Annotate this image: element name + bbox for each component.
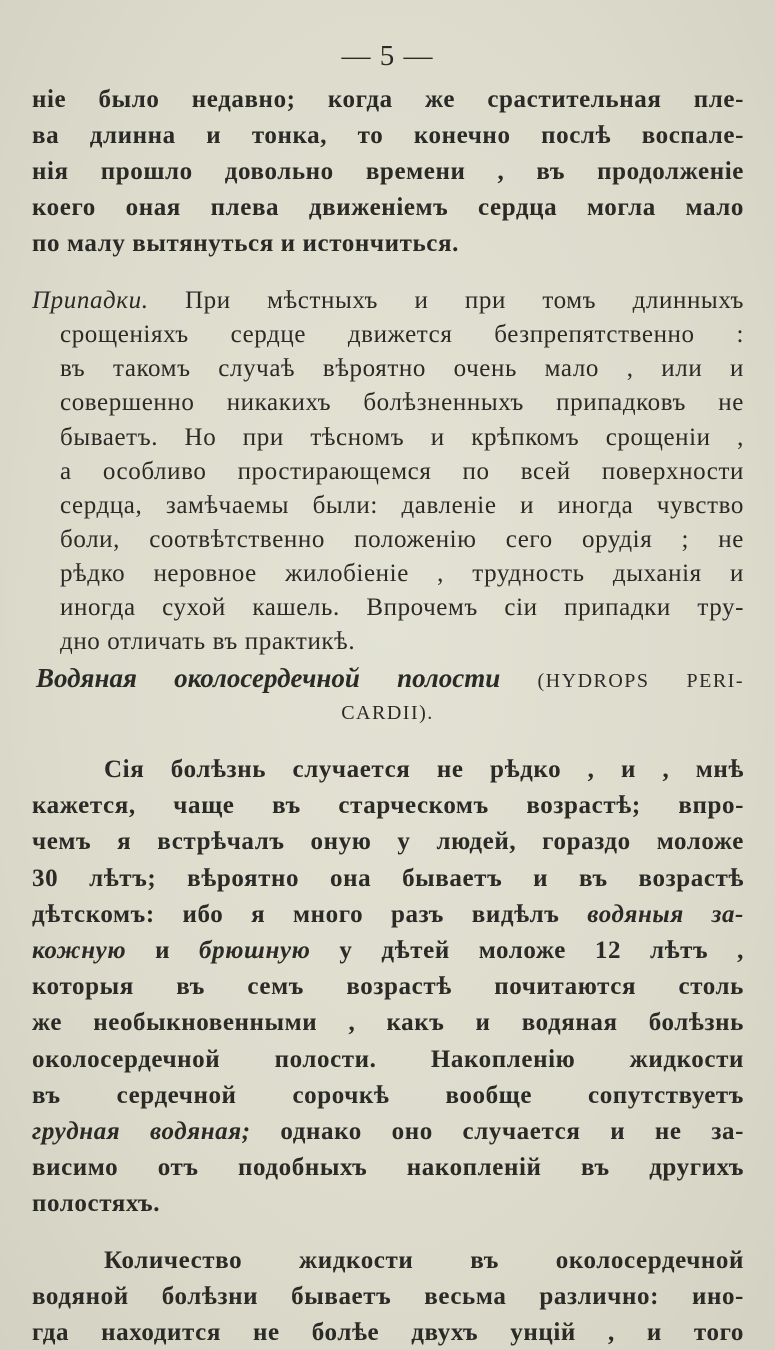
text-line: же необыкновенными , какъ и водяная болѣзнь — [32, 1009, 744, 1036]
text-line — [32, 934, 744, 968]
italic-term: кожную — [32, 937, 127, 964]
text-line: Сія болѣзнь случается не рѣдко , и , мнѣ — [104, 756, 744, 783]
text-line: а особливо простирающемся по всей поверхности — [60, 458, 744, 485]
text-line: околосердечной полости. Накопленію жидкости — [32, 1046, 744, 1073]
text-line — [32, 898, 744, 932]
text-line: въ такомъ случаѣ вѣроятно очень мало , или и — [60, 355, 744, 382]
section-heading — [36, 660, 744, 699]
text-line: ніе было недавно; когда же срастительная пле- — [32, 86, 744, 113]
text-line: ва длинна и тонка, то конечно послѣ воспале- — [32, 122, 744, 149]
section-label: Припадки. — [32, 287, 149, 314]
text-line: чемъ я встрѣчалъ оную у людей, гораздо моложе — [32, 828, 744, 855]
text-line: бываетъ. Но при тѣсномъ и крѣпкомъ срощеніи , — [60, 424, 744, 451]
text-line: гда находится не болѣе двухъ унцій , и того — [32, 1319, 744, 1346]
text-fragment: однако оно случается и не за- — [280, 1118, 744, 1145]
text-line: 30 лѣтъ; вѣроятно она бываетъ и въ возрастѣ — [32, 865, 744, 892]
page-number: — 5 — — [341, 40, 434, 72]
text-line-with-label — [32, 284, 744, 318]
text-line: нія прошло довольно времени , въ продолженіе — [32, 158, 744, 185]
italic-term: грудная водяная; — [32, 1118, 251, 1145]
section-heading-title: Водяная околосердечной полости — [36, 663, 501, 693]
italic-term: водяныя за- — [587, 901, 744, 928]
text-fragment: и — [155, 937, 171, 964]
text-line: по малу вытянуться и истончиться. — [32, 230, 459, 257]
text-line: въ сердечной сорочкѣ вообще сопутствуетъ — [32, 1082, 744, 1109]
text-fragment: При мѣстныхъ и при томъ длинныхъ — [185, 287, 745, 314]
text-line: иногда сухой кашель. Впрочемъ сіи припадки тру- — [60, 594, 744, 621]
text-line: которыя въ семъ возрастѣ почитаются столь — [32, 973, 744, 1000]
text-line: рѣдко неровное жилобіеніе , трудность дыханія и — [60, 560, 744, 587]
text-line: совершенно никакихъ болѣзненныхъ припадковъ не — [60, 389, 744, 416]
text-line — [32, 1115, 744, 1149]
text-line: срощеніяхъ сердце движется безпрепятственно : — [60, 321, 744, 348]
text-fragment: дѣтскомъ: ибо я много разъ видѣлъ — [32, 901, 560, 928]
section-heading-latin-continued: CARDII). — [341, 702, 434, 724]
text-fragment: у дѣтей моложе 12 лѣтъ , — [339, 937, 744, 964]
text-line: сердца, замѣчаемы были: давленіе и иногда чувство — [60, 492, 744, 519]
text-line: дно отличать въ практикѣ. — [60, 628, 356, 655]
text-line: полостяхъ. — [32, 1190, 161, 1217]
text-line: кажется, чаще въ старческомъ возрастѣ; впро- — [32, 792, 744, 819]
text-line: водяной болѣзни бываетъ весьма различно: ино- — [32, 1283, 744, 1310]
text-line: Количество жидкости въ околосердечной — [104, 1247, 744, 1274]
text-line: висимо отъ подобныхъ накопленій въ другихъ — [32, 1154, 744, 1181]
text-line: коего оная плева движеніемъ сердца могла мало — [32, 194, 744, 221]
section-heading-latin: (HYDROPS PERI- — [537, 670, 744, 692]
italic-term: брюшную — [199, 937, 311, 964]
text-line: боли, соотвѣтственно положенію сего орудія ; не — [60, 526, 744, 553]
